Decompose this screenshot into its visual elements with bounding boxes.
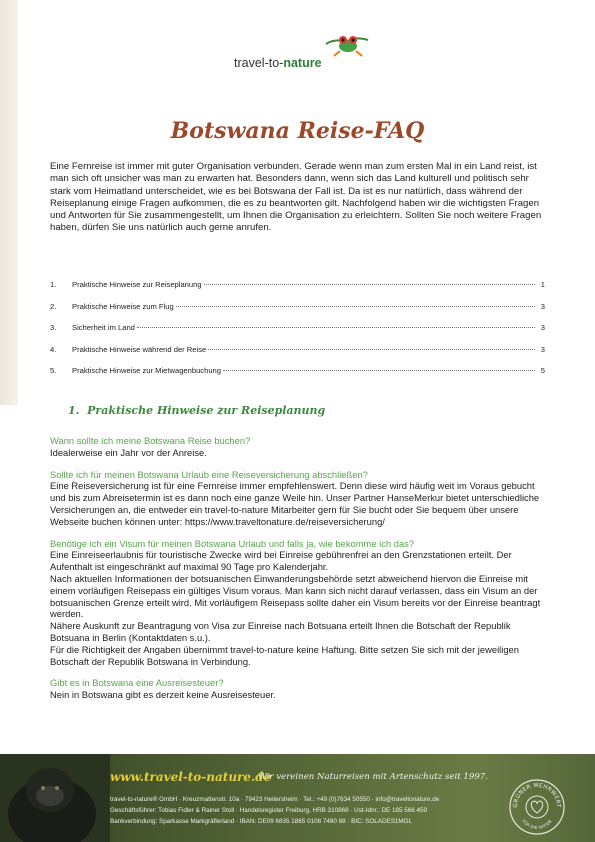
toc-leader-dots — [223, 370, 535, 371]
toc-entry-number: 5. — [50, 366, 57, 376]
toc-entry-page: 5 — [540, 366, 545, 376]
toc-entry-label: Sicherheit im Land — [72, 323, 135, 333]
faq-question: Wann sollte ich meine Botswana Reise buchen? — [50, 435, 251, 446]
toc-entry-label: Praktische Hinweise zum Flug — [72, 301, 174, 311]
toc-leader-dots — [208, 349, 535, 350]
page-title: Botswana Reise-FAQ — [170, 118, 425, 144]
toc-entry-page: 3 — [540, 301, 545, 311]
toc-entry[interactable] — [50, 302, 545, 324]
toc-entry-number: 2. — [50, 301, 57, 311]
toc-entry-label: Praktische Hinweise zur Mietwagenbuchung — [72, 366, 221, 376]
frog-logo-icon — [324, 30, 370, 58]
faq-answer: Nach aktuellen Informationen der botsuanischen Einwanderungsbehörde setzt abweichend hiervon die Einreise mit einem vorläufigen Reisepass ein gültiges Visum voraus. Man kann sich nicht darauf verlassen, dass ein Visum an der botsuanischen Grenze erteilt wird. Mit vorläufigem Reisepass sollte daher ein Visum bereits vor der Einreise beantragt werden. — [50, 572, 541, 620]
table-of-contents — [50, 280, 545, 388]
toc-leader-dots — [137, 327, 535, 328]
faq-answer: Eine Reiseversicherung ist für eine Fernreise immer empfehlenswert. Denn diese wird häufig weit im Voraus gebucht und bis zum Abreisetermin ist es dann noch eine ganze Weile hin. Unser Partner HanseMerkur bietet unterschiedliche Versicherungen an, die entweder ein travel-to-nature Mitarbeiter gern für Sie bucht oder Sie bequem über unsere Webseite buchen können unter: https://www.traveltonature.de/reiseversicherung/ — [50, 480, 540, 527]
toc-entry-page: 3 — [540, 344, 545, 354]
svg-text:FÜR DIE NATUR: FÜR DIE NATUR — [521, 818, 553, 831]
intro-paragraph: Eine Fernreise ist immer mit guter Organisation verbunden. Gerade wenn man zum ersten Mal in ein Land reist, ist man sich oft unsicher was man zu erwarten hat. Besonders dann, wenn sich das Land kulturell und politisch sehr stark vom Heimatland unterscheidet, wie es bei Botswana der Fall ist. Da ist es nur natürlich, dass während der Reiseplanung einige Fragen aufkommen, die es zu beantworten gilt. Nachfolgend haben wir die wichtigsten Fragen und Antworten für Sie zusammengestellt, um Ihnen die Organisation zu erleichtern. Sollten Sie noch weitere Fragen haben, dürfen Sie uns natürlich auch gerne anrufen. — [50, 161, 542, 234]
page-edge-texture — [0, 0, 18, 405]
toc-entry-label: Praktische Hinweise zur Reiseplanung — [72, 280, 202, 289]
toc-entry-number: 3. — [50, 323, 57, 333]
faq-answer: Für die Richtigkeit der Angaben übernimmt travel-to-nature keine Haftung. Bitte setzen Sie sich mit der jeweiligen Botschaft der Republik Botswana in Verbindung. — [50, 643, 519, 667]
faq-question: Gibt es in Botswana eine Ausreisesteuer? — [50, 677, 224, 689]
faq-answer: Eine Einreiseerlaubnis für touristische Zwecke wird bei Einreise gebührenfrei an den Grenzstationen erteilt. Der Aufenthalt ist eingeschränkt auf maximal 90 Tage pro Kalenderjahr. — [50, 549, 512, 573]
faq-answer: Nähere Auskunft zur Beantragung von Visa zur Einreise nach Botsuana erteilt Ihnen die Botschaft der Republik Botsuana in Berlin (Kontaktdaten s.u.). — [50, 620, 511, 643]
footer-slogan: Wir vereinen Naturreisen mit Artenschutz seit 1997. — [258, 772, 488, 782]
toc-entry[interactable] — [50, 345, 545, 367]
footer-website-link[interactable]: www.travel-to-nature.de — [110, 770, 272, 784]
toc-entry-page: 1 — [540, 280, 545, 289]
faq-list — [50, 435, 545, 701]
faq-question: Benötige ich ein Visum für meinen Botswana Urlaub und falls ja, wie bekomme ich das? — [50, 537, 415, 549]
footer-company-line: Geschäftsführer: Tobias Fidler & Rainer Stoll · Handelsregister Freiburg, HRB 310868 · Ust-Idnr.: DE 185 566 459 — [110, 807, 427, 814]
toc-entry[interactable] — [50, 280, 545, 302]
toc-entry[interactable] — [50, 323, 545, 345]
gruener-mehrwert-badge — [508, 778, 566, 836]
faq-question: Sollte ich für meinen Botswana Urlaub eine Reiseversicherung abschließen? — [50, 468, 368, 480]
footer-banner — [0, 754, 595, 842]
toc-entry-number: 4. — [50, 344, 57, 354]
footer-bank-line: Bankverbindung: Sparkasse Markgräflerland · IBAN: DE09 6835 1865 0108 7480 88 · BIC: SOLADES1MGL — [110, 818, 413, 825]
toc-entry-number: 1. — [50, 280, 57, 289]
footer-contact-line: travel-to-nature® GmbH · Kreuzmattenstr. 10a · 79423 Heitersheim · Tel.: +49 (0)7634 50550 · info@traveltonature.de — [110, 796, 440, 803]
heart-leaf-icon — [531, 801, 542, 813]
toc-entry[interactable] — [50, 366, 545, 388]
toc-leader-dots — [176, 306, 535, 307]
section-heading-1: 1. Praktische Hinweise zur Reiseplanung — [68, 404, 326, 417]
faq-answer: Nein in Botswana gibt es derzeit keine Ausreisesteuer. — [50, 689, 276, 701]
svg-text:GRÜNER MEHRWERT: GRÜNER MEHRWERT — [512, 782, 562, 808]
gorilla-photo-icon — [0, 754, 110, 842]
toc-leader-dots — [204, 284, 535, 285]
faq-answer: Idealerweise ein Jahr vor der Anreise. — [50, 446, 207, 458]
brand-name: travel-to-nature — [234, 56, 322, 70]
toc-entry-page: 3 — [540, 323, 545, 333]
brand-logo[interactable] — [234, 30, 374, 74]
toc-entry-label: Praktische Hinweise während der Reise — [72, 344, 207, 354]
